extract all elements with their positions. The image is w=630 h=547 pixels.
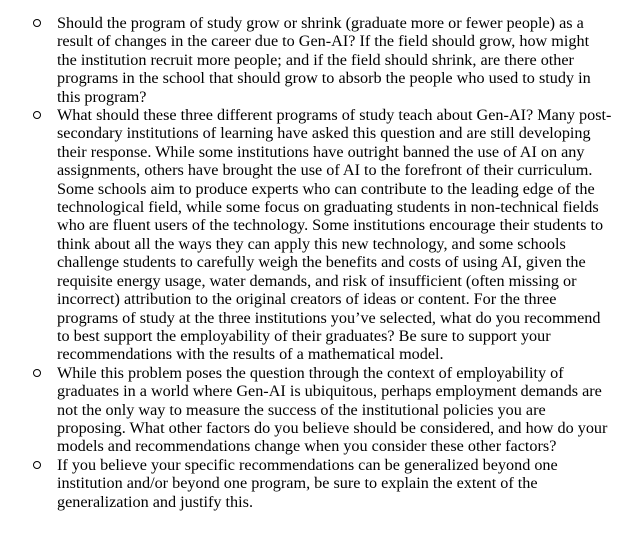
list-item [0, 364, 630, 456]
document-body [0, 14, 630, 511]
list-item-text: What should these three different programs of study teach about Gen-AI? Many post-secondary institutions of learning have asked this question and are still developing their response. While some institutions have outright banned the use of AI on any assignments, others have brought the use of AI to the forefront of their curriculum. Some schools aim to produce experts who can contribute to the leading edge of the technological field, while some focus on graduating students in non-technical fields who are fluent users of the technology. Some institutions encourage their students to think about all the ways they can apply this new technology, and some schools challenge students to carefully weigh the benefits and costs of using AI, given the requisite energy usage, water demands, and risk of insufficient (often missing or incorrect) attribution to the original creators of ideas or content. For the three programs of study at the three institutions you’ve selected, what do you recommend to best support the employability of their graduates? Be sure to support your recommendations with the results of a mathematical model. [57, 106, 612, 364]
list-item-text: While this problem poses the question through the context of employability of graduates in a world where Gen-AI is ubiquitous, perhaps employment demands are not the only way to measure the success of the institutional policies you are proposing. What other factors do you believe should be considered, and how do your models and recommendations change when you consider these other factors? [57, 363, 608, 456]
list-item-text: If you believe your specific recommendations can be generalized beyond one institution and/or beyond one program, be sure to explain the extent of the generalization and justify this. [57, 455, 558, 511]
circle-bullet-icon [33, 111, 41, 119]
list-item [0, 106, 630, 364]
circle-bullet-icon [33, 461, 41, 469]
circle-bullet-icon [33, 369, 41, 377]
list-item [0, 456, 630, 511]
list-item [0, 14, 630, 106]
question-list [0, 14, 630, 511]
list-item-text: Should the program of study grow or shrink (graduate more or fewer people) as a result of changes in the career due to Gen-AI? If the field should grow, how might the institution recruit more people; and if the field should shrink, are there other programs in the school that should grow to absorb the people who used to study in this program? [57, 14, 591, 106]
circle-bullet-icon [33, 19, 41, 27]
